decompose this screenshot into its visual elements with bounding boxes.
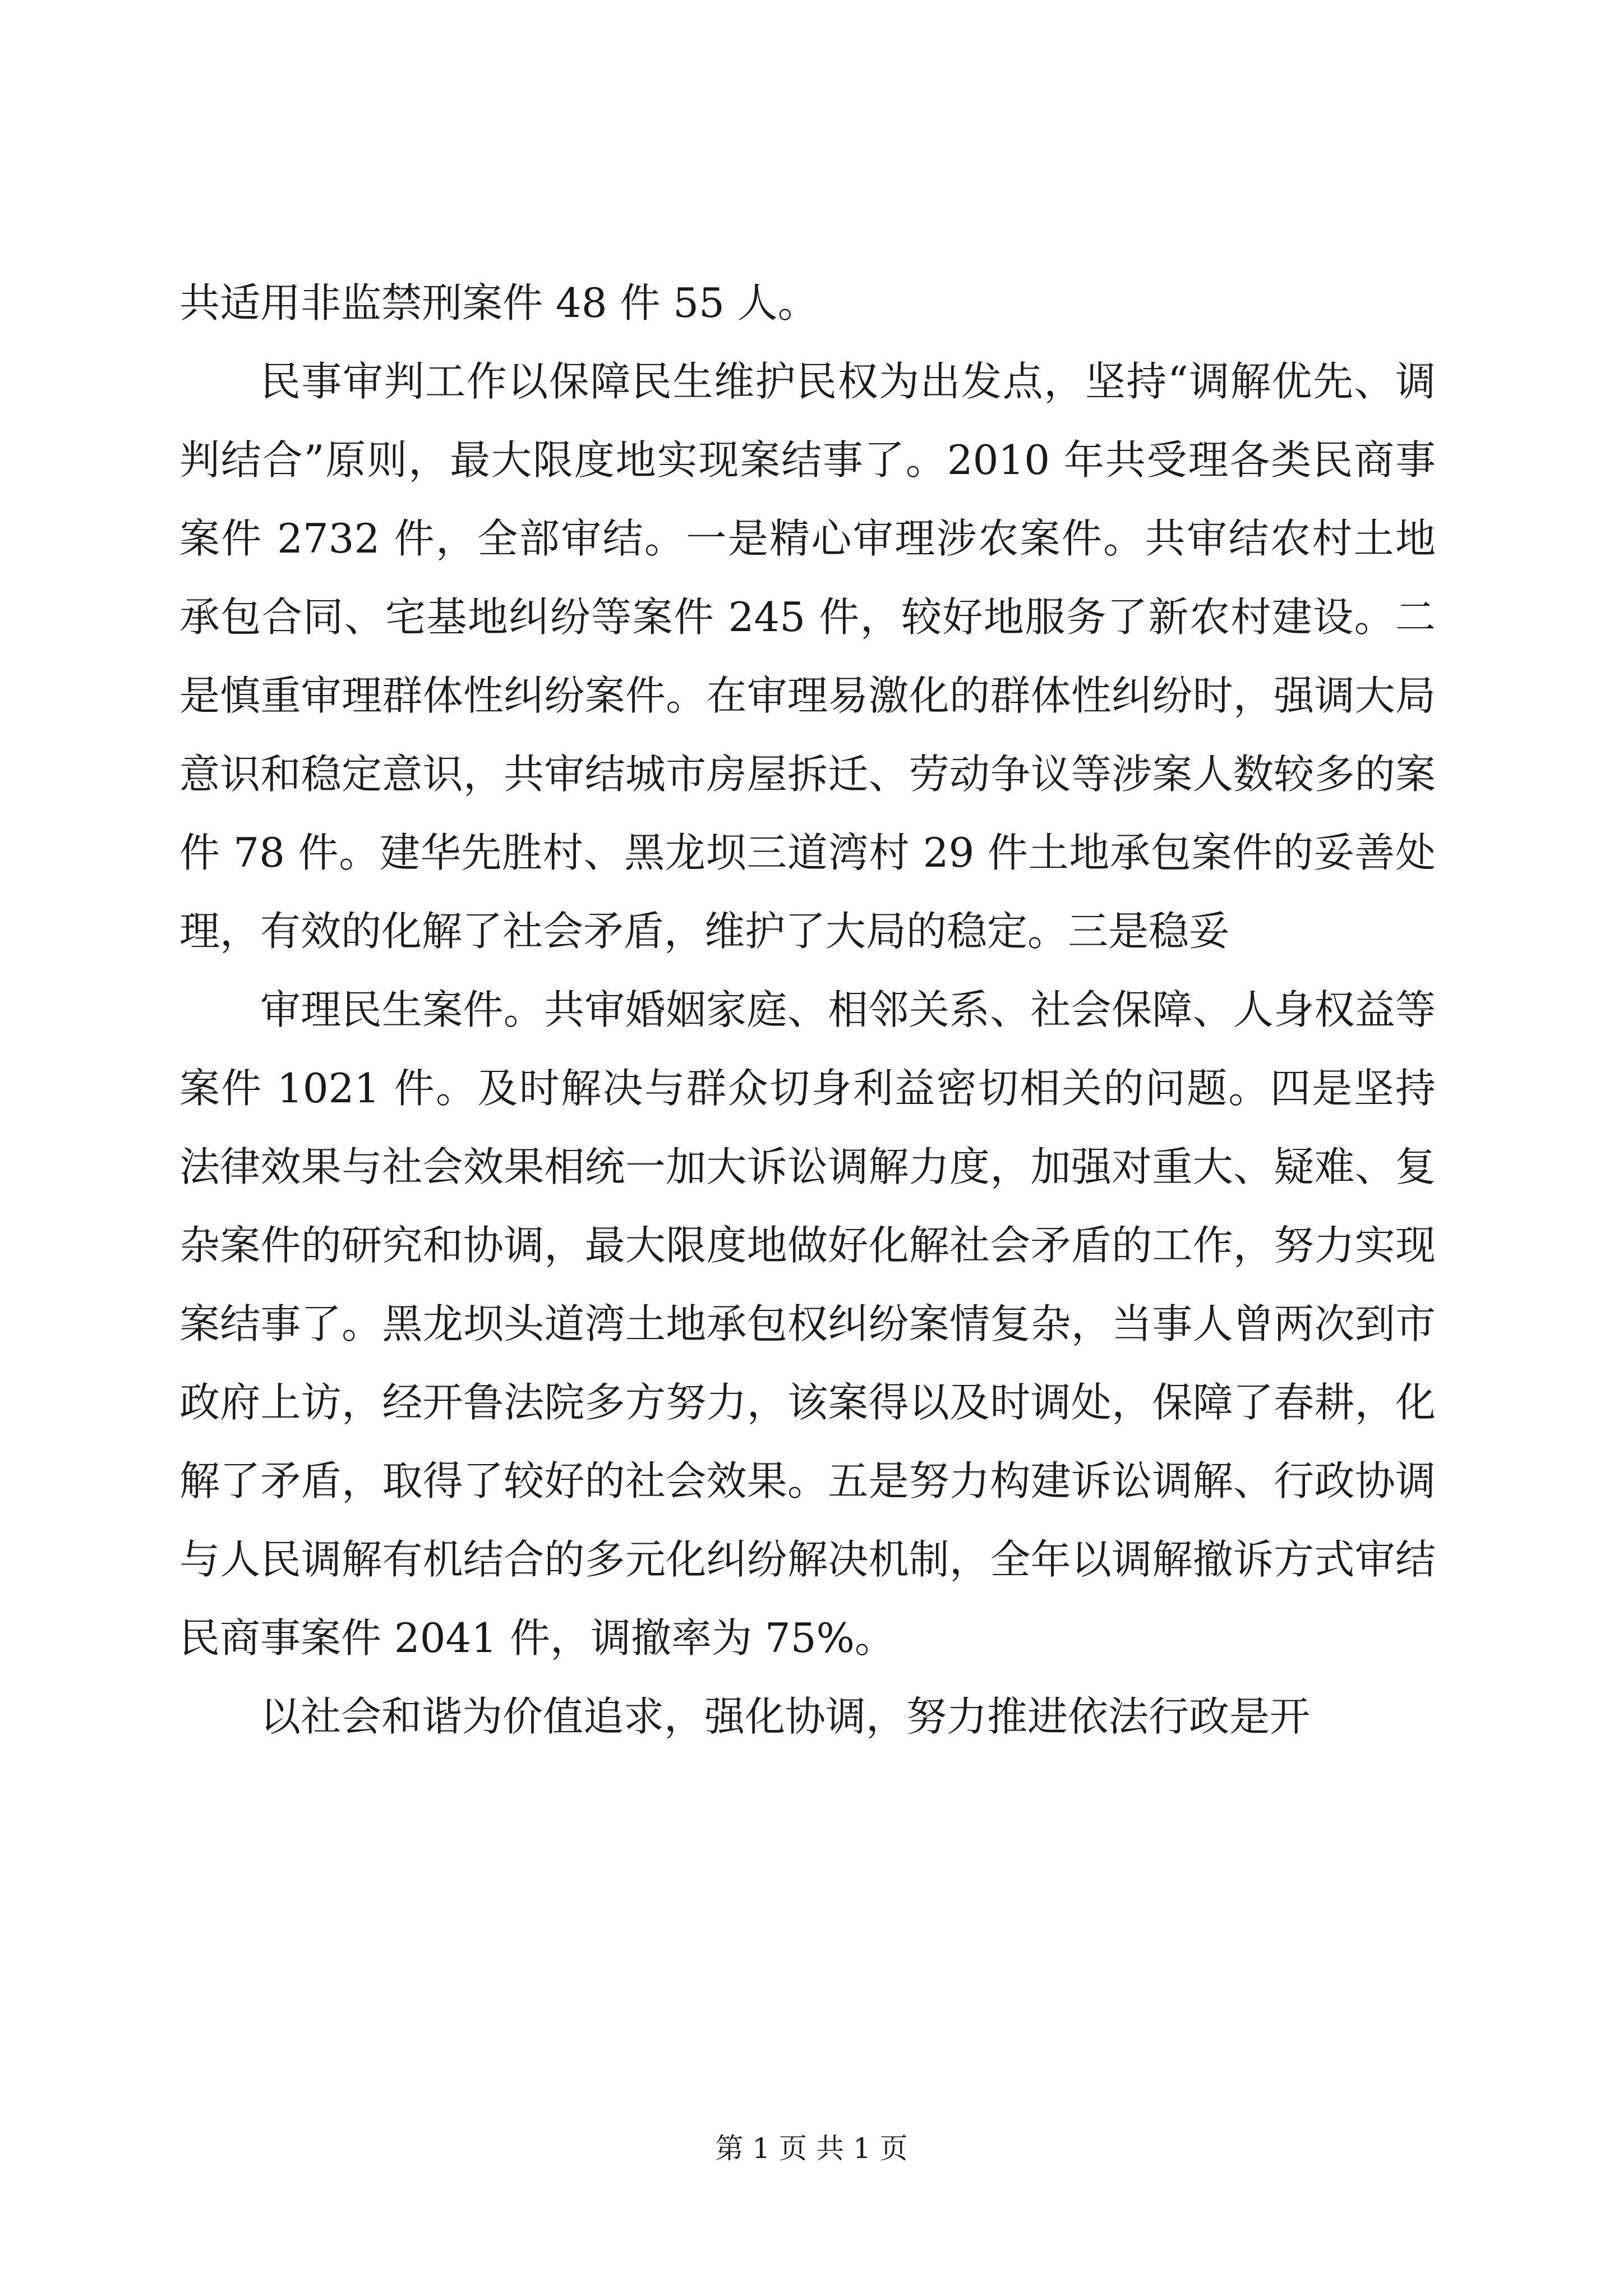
paragraph-2: 民事审判工作以保障民生维护民权为出发点，坚持“调解优先、调判结合”原则，最大限度地实现案结事了。2010 年共受理各类民商事案件 2732 件，全部审结。一是精心审理涉农案件。共审结农村土地承包合同、宅基地纠纷等案件 245 件，较好地服务了新农村建设。二是慎重审理群体性纠纷案件。在审理易激化的群体性纠纷时，强调大局意识和稳定意识，共审结城市房屋拆迁、劳动争议等涉案人数较多的案件 78 件。建华先胜村、黑龙坝三道湾村 29 件土地承包案件的妥善处理，有效的化解了社会矛盾，维护了大局的稳定。三是稳妥 <box>179 358 1436 955</box>
paragraph-1: 共适用非监禁刑案件 48 件 55 人。 <box>179 279 818 326</box>
paragraph-3: 审理民生案件。共审婚姻家庭、相邻关系、社会保障、人身权益等案件 1021 件。及时解决与群众切身利益密切相关的问题。四是坚持法律效果与社会效果相统一加大诉讼调解力度，加强对重大、疑难、复杂案件的研究和协调，最大限度地做好化解社会矛盾的工作，努力实现案结事了。黑龙坝头道湾土地承包权纠纷案情复杂，当事人曾两次到市政府上访，经开鲁法院多方努力，该案得以及时调处，保障了春耕，化解了矛盾，取得了较好的社会效果。五是努力构建诉讼调解、行政协调与人民调解有机结合的多元化纠纷解决机制，全年以调解撤诉方式审结民商事案件 2041 件，调撤率为 75%。 <box>179 986 1436 1662</box>
paragraph-4: 以社会和谐为价值追求，强化协调，努力推进依法行政是开 <box>260 1693 1311 1740</box>
document-body <box>179 264 1436 1756</box>
page-footer: 第 1 页 共 1 页 <box>715 2132 908 2165</box>
